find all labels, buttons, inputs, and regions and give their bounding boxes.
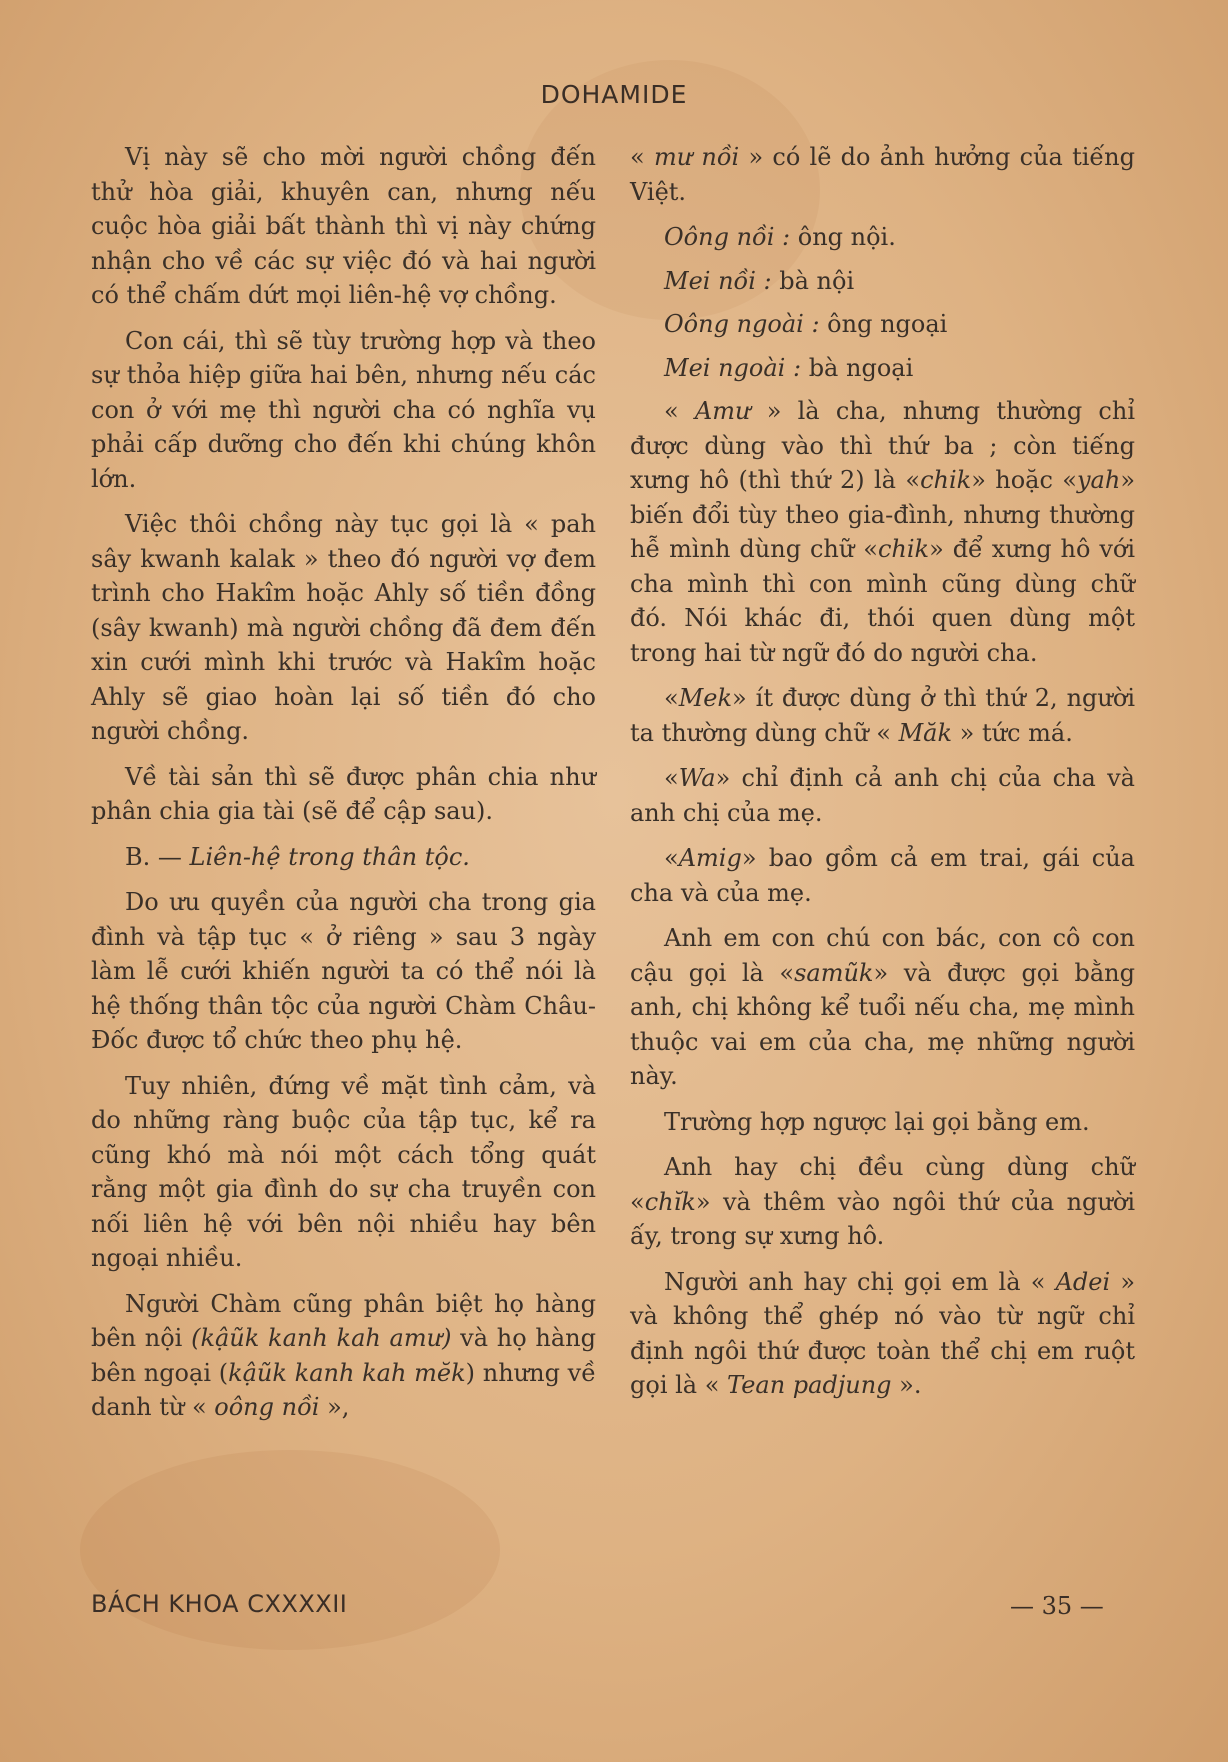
glossary-entry <box>630 220 1135 255</box>
text-run: Anh em con chú con bác, con cô con cậu gọi là « <box>630 924 1135 987</box>
paragraph <box>630 761 1135 830</box>
italic-term: chĭk <box>644 1187 696 1216</box>
text-run: « <box>664 844 679 872</box>
text-run: Người Chàm cũng phân biệt họ hàng bên nội <box>91 1289 596 1352</box>
section-letter: B. — <box>125 842 182 871</box>
paragraph: Con cái, thì sẽ tùy trường hợp và theo sự thỏa hiệp giữa hai bên, nhưng nếu các con ở với mẹ thì người cha có nghĩa vụ phải cấp dưỡng cho đến khi chúng khôn lớn. <box>91 326 596 493</box>
right-column <box>630 140 1135 1414</box>
paragraph: Việc thôi chồng này tục gọi là « pah sây kwanh kalak » theo đó người vợ đem trình cho Hakîm hoặc Ahly số tiền đồng (sây kwanh) mà người chồng đã đem đến xin cưới mình khi trước và Hakîm hoặc Ahly sẽ giao hoàn lại số tiền đó cho người chồng. <box>91 510 596 745</box>
text-run: ) nhưng về danh từ « <box>91 1358 596 1421</box>
italic-term: Măk <box>898 718 953 747</box>
paragraph <box>630 841 1135 910</box>
glossary-meaning: bà ngoại <box>801 353 914 382</box>
page-number: — 35 — <box>1010 1592 1104 1620</box>
text-run: Anh hay chị đều cùng dùng chữ « <box>630 1153 1135 1216</box>
italic-term: Amig <box>678 844 742 872</box>
glossary-entry <box>630 264 1135 299</box>
paper-stain <box>80 1450 500 1650</box>
paragraph <box>630 1150 1135 1254</box>
paragraph: Tuy nhiên, đứng về mặt tình cảm, và do những ràng buộc của tập tục, kể ra cũng khó mà nói một cách tổng quát rằng một gia đình do sự cha truyền con nối liên hệ với bên nội nhiều hay bên ngoại nhiều. <box>91 1071 596 1272</box>
text-run: » ít được dùng ở thì thứ 2, người ta thường dùng chữ « <box>630 684 1135 747</box>
paragraph <box>91 1287 596 1425</box>
paragraph: Vị này sẽ cho mời người chồng đến thử hòa giải, khuyên can, nhưng nếu cuộc hòa giải bất thành thì vị này chứng nhận cho về các sự việc đó và hai người có thể chấm dứt mọi liên-hệ vợ chồng. <box>91 143 596 309</box>
italic-term: Wa <box>678 764 716 792</box>
paragraph <box>630 1265 1135 1403</box>
italic-term: chik <box>877 535 930 563</box>
italic-term: (kậũk kanh kah amư) <box>191 1324 452 1352</box>
text-run: » và được gọi bằng anh, chị không kể tuổi nếu cha, mẹ mình thuộc vai em của cha, mẹ những người này. <box>630 958 1135 1090</box>
paragraph <box>630 921 1135 1094</box>
glossary-term: Mei nồi : <box>664 266 772 295</box>
glossary-entry <box>630 351 1135 386</box>
section-title: Liên-hệ trong thân tộc. <box>189 842 470 871</box>
text-run: và họ hàng bên ngoại ( <box>91 1324 597 1387</box>
glossary-term: Oông nồi : <box>664 223 791 251</box>
italic-term: Amư <box>694 397 751 425</box>
glossary-entry <box>630 307 1135 342</box>
text-run: » có lẽ do ảnh hưởng của tiếng Việt. <box>630 143 1135 206</box>
text-run: « <box>630 143 654 171</box>
italic-term: kậũk kanh kah mĕk <box>228 1358 466 1387</box>
paragraph: Về tài sản thì sẽ được phân chia như phân chia gia tài (sẽ để cập sau). <box>91 762 596 825</box>
glossary-meaning: ông ngoại <box>819 310 948 338</box>
glossary-meaning: ông nội. <box>790 223 896 251</box>
left-column <box>91 140 596 1436</box>
paragraph <box>630 140 1135 209</box>
text-run: » hoặc « <box>971 466 1077 494</box>
glossary-term: Oông ngoài : <box>664 310 820 338</box>
text-run: « <box>664 397 695 425</box>
text-run: » và thêm vào ngôi thứ của người ấy, trong sự xưng hô. <box>630 1187 1135 1250</box>
text-run: » là cha, nhưng thường chỉ được dùng vào thì thứ ba ; còn tiếng xưng hô (thì thứ 2) là « <box>630 397 1135 494</box>
italic-term: Tean padjung <box>727 1371 892 1399</box>
running-header: DOHAMIDE <box>540 80 688 109</box>
italic-term: Mek <box>678 684 733 712</box>
italic-term: samũk <box>794 958 874 987</box>
text-run: ». <box>891 1371 922 1399</box>
glossary-term: Mei ngoài : <box>664 353 802 382</box>
paragraph: Trường hợp ngược lại gọi bằng em. <box>664 1107 1090 1136</box>
italic-term: mư nồi <box>653 143 740 171</box>
text-run: » và không thể ghép nó vào từ ngữ chỉ định ngôi thứ được toàn thể chị em ruột gọi là « <box>630 1267 1135 1399</box>
text-run: « <box>664 684 679 712</box>
italic-term: oông nồi <box>214 1393 320 1421</box>
italic-term: yah <box>1077 466 1121 494</box>
section-heading <box>91 840 596 875</box>
publication-footer: BÁCH KHOA CXXXXII <box>91 1590 348 1618</box>
italic-term: Adei <box>1055 1267 1111 1296</box>
paragraph <box>630 681 1135 750</box>
text-run: « <box>664 764 679 792</box>
text-run: », <box>319 1393 350 1421</box>
text-run: » tức má. <box>952 718 1073 747</box>
text-run: » bao gồm cả em trai, gái của cha và của mẹ. <box>630 844 1135 907</box>
text-run: » biến đổi tùy theo gia-đình, nhưng thường hễ mình dùng chữ « <box>630 466 1136 563</box>
text-run: » chỉ định cả anh chị của cha và anh chị của mẹ. <box>630 764 1135 827</box>
paragraph <box>630 394 1135 670</box>
paragraph: Do ưu quyền của người cha trong gia đình và tập tục « ở riêng » sau 3 ngày làm lễ cưới khiến người ta có thể nói là hệ thống thân tộc của người Chàm Châu-Đốc được tổ chức theo phụ hệ. <box>91 888 596 1054</box>
text-run: Người anh hay chị gọi em là « <box>664 1267 1056 1296</box>
glossary-meaning: bà nội <box>771 266 855 295</box>
italic-term: chik <box>920 466 972 494</box>
text-run: » để xưng hô với cha mình thì con mình cũng dùng chữ đó. Nói khác đi, thói quen dùng một trong hai từ ngữ đó do người cha. <box>630 535 1135 667</box>
